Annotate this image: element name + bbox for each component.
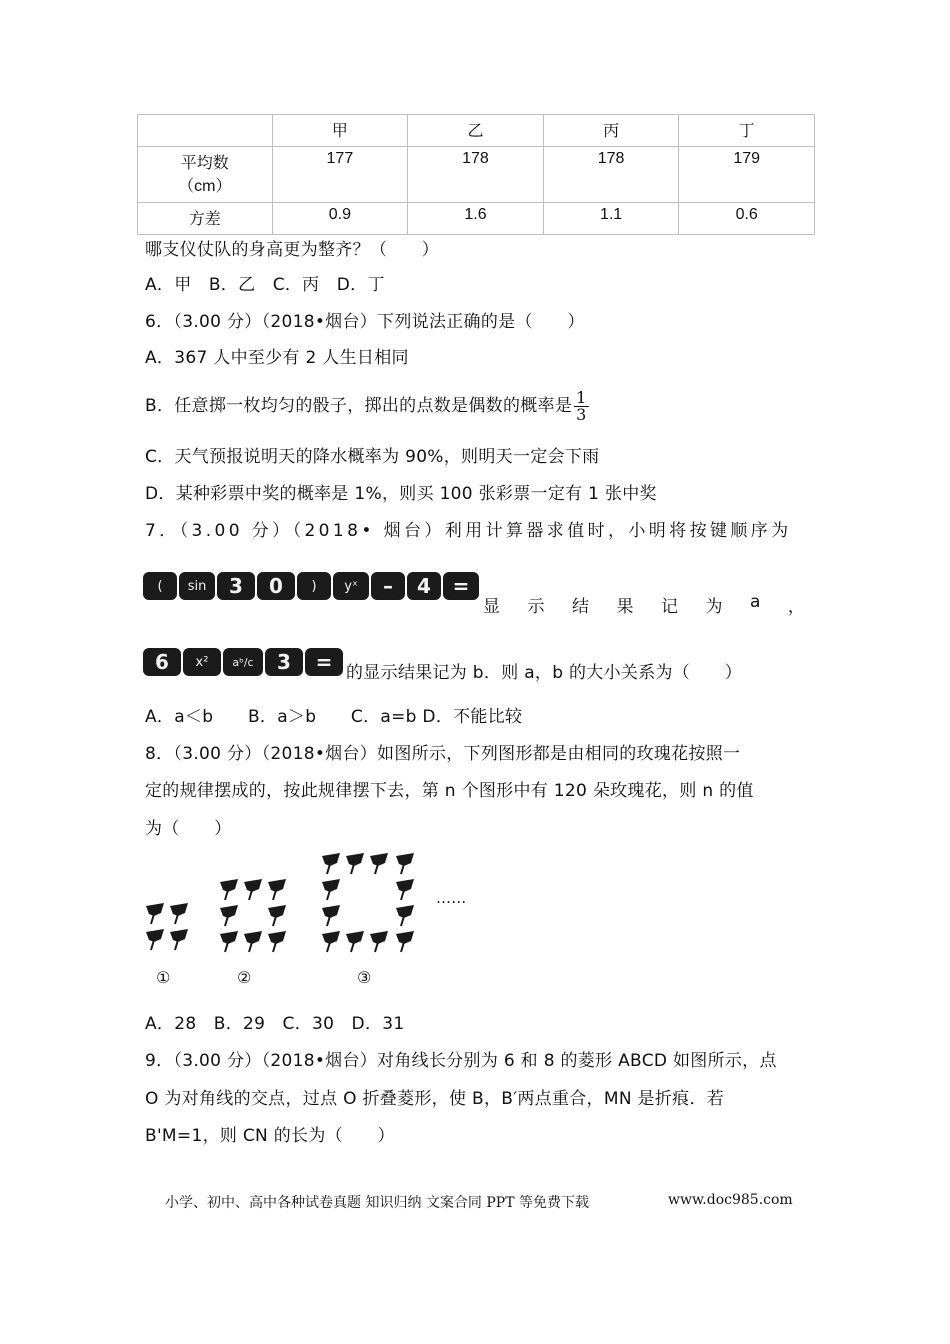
table-header-jia: 甲 xyxy=(272,115,408,147)
fraction-numerator: 1 xyxy=(576,387,587,407)
q6-option-b-text: B．任意掷一枚均匀的骰子，掷出的点数是偶数的概率是 xyxy=(145,396,573,416)
calc-key: ) xyxy=(297,572,331,600)
q7-stem: 7．（3.00 分）（2018• 烟台）利用计算器求值时，小明将按键顺序为 xyxy=(145,521,792,541)
q6-option-c: C．天气预报说明天的降水概率为 90%，则明天一定会下雨 xyxy=(145,447,600,467)
figure-2-roses xyxy=(220,879,286,952)
table-cell: 0.6 xyxy=(679,203,815,235)
q6-option-d: D．某种彩票中奖的概率是 1%，则买 100 张彩票一定有 1 张中奖 xyxy=(145,484,657,504)
calc-key: 3 xyxy=(265,648,303,676)
table-cell: 178 xyxy=(408,147,544,203)
q8-line2: 定的规律摆成的，按此规律摆下去，第 n 个图形中有 120 朵玫瑰花，则 n 的值 xyxy=(145,781,754,801)
table-row-label-variance: 方差 xyxy=(138,203,273,235)
figure-label-3: ③ xyxy=(357,968,372,987)
q6-stem: 6．（3.00 分）（2018•烟台）下列说法正确的是（ ） xyxy=(145,312,585,332)
q6-option-b xyxy=(145,386,589,426)
q7-word: 结 xyxy=(572,597,589,617)
q8-options: A．28 B．29 C．30 D．31 xyxy=(145,1014,405,1034)
q9-line1: 9．（3.00 分）（2018•烟台）对角线长分别为 6 和 8 的菱形 ABCD 如图所示，点 xyxy=(145,1051,777,1071)
calc-key: 6 xyxy=(143,648,181,676)
table-cell: 179 xyxy=(679,147,815,203)
calc-key: x² xyxy=(183,648,221,676)
table-header-bing: 丙 xyxy=(543,115,679,147)
q7-word: 果 xyxy=(616,597,634,617)
figure-1-roses xyxy=(146,903,188,950)
mean-label: 平均数 xyxy=(180,155,229,172)
calc-key: 0 xyxy=(257,572,295,600)
q7-word: 为 xyxy=(705,597,723,617)
q9-line2: O 为对角线的交点，过点 O 折叠菱形，使 B，B′两点重合，MN 是折痕．若 xyxy=(145,1089,725,1109)
q7-word: 示 xyxy=(527,597,545,617)
calc-key: = xyxy=(305,648,343,676)
footer-website-link[interactable]: www.doc985.com xyxy=(668,1192,793,1208)
q7-line3: 的显示结果记为 b．则 a，b 的大小关系为（ ） xyxy=(346,663,743,683)
fraction-denominator: 3 xyxy=(576,404,587,424)
table-cell: 0.9 xyxy=(272,203,408,235)
figure-label-1: ① xyxy=(156,968,171,987)
table-header-yi: 乙 xyxy=(408,115,544,147)
q7-word: ， xyxy=(787,597,805,617)
calc-key: 4 xyxy=(407,572,441,600)
calc-key: ( xyxy=(143,572,177,600)
height-table xyxy=(137,114,815,235)
table-row-label-mean xyxy=(138,147,273,203)
q6-option-a: A．367 人中至少有 2 人生日相同 xyxy=(145,348,409,368)
calc-key: 3 xyxy=(217,572,255,600)
footer-left-text: 小学、初中、高中各种试卷真题 知识归纳 文案合同 PPT 等免费下载 xyxy=(165,1195,589,1211)
figure-label-2: ② xyxy=(237,968,252,987)
pattern-ellipsis: …… xyxy=(436,889,467,907)
calc-key: – xyxy=(371,572,405,600)
table-cell: 1.6 xyxy=(408,203,544,235)
calculator-keys-sequence-2 xyxy=(143,646,343,678)
fraction-one-third xyxy=(574,387,588,424)
table-header-ding: 丁 xyxy=(679,115,815,147)
calc-key: aᵇ/c xyxy=(223,648,263,676)
figure-3-roses xyxy=(322,853,414,952)
calc-key: = xyxy=(443,572,479,600)
q7-options: A．a＜b B．a＞b C．a=b D．不能比较 xyxy=(145,707,523,727)
table-cell: 177 xyxy=(272,147,408,203)
table-cell: 1.1 xyxy=(543,203,679,235)
calc-key: sin xyxy=(179,572,215,600)
table-header-empty xyxy=(138,115,273,147)
q5-question-tail: 哪支仪仗队的身高更为整齐？（ ） xyxy=(145,240,440,260)
q8-line3: 为（ ） xyxy=(145,819,232,839)
calculator-keys-sequence-1 xyxy=(143,570,479,602)
q9-line3: B'M=1，则 CN 的长为（ ） xyxy=(145,1126,395,1146)
q5-options: A．甲 B．乙 C．丙 D．丁 xyxy=(145,275,385,295)
table-cell: 178 xyxy=(543,147,679,203)
q7-line2 xyxy=(483,592,805,617)
q7-word: 记 xyxy=(661,597,678,617)
rose-pattern-figure xyxy=(140,848,480,956)
q8-line1: 8．（3.00 分）（2018•烟台）如图所示，下列图形都是由相同的玫瑰花按照一 xyxy=(145,744,741,764)
q7-word: a xyxy=(750,592,761,612)
mean-unit: （cm） xyxy=(178,178,232,195)
calc-key: yˣ xyxy=(333,572,369,600)
q7-word: 显 xyxy=(483,597,500,617)
